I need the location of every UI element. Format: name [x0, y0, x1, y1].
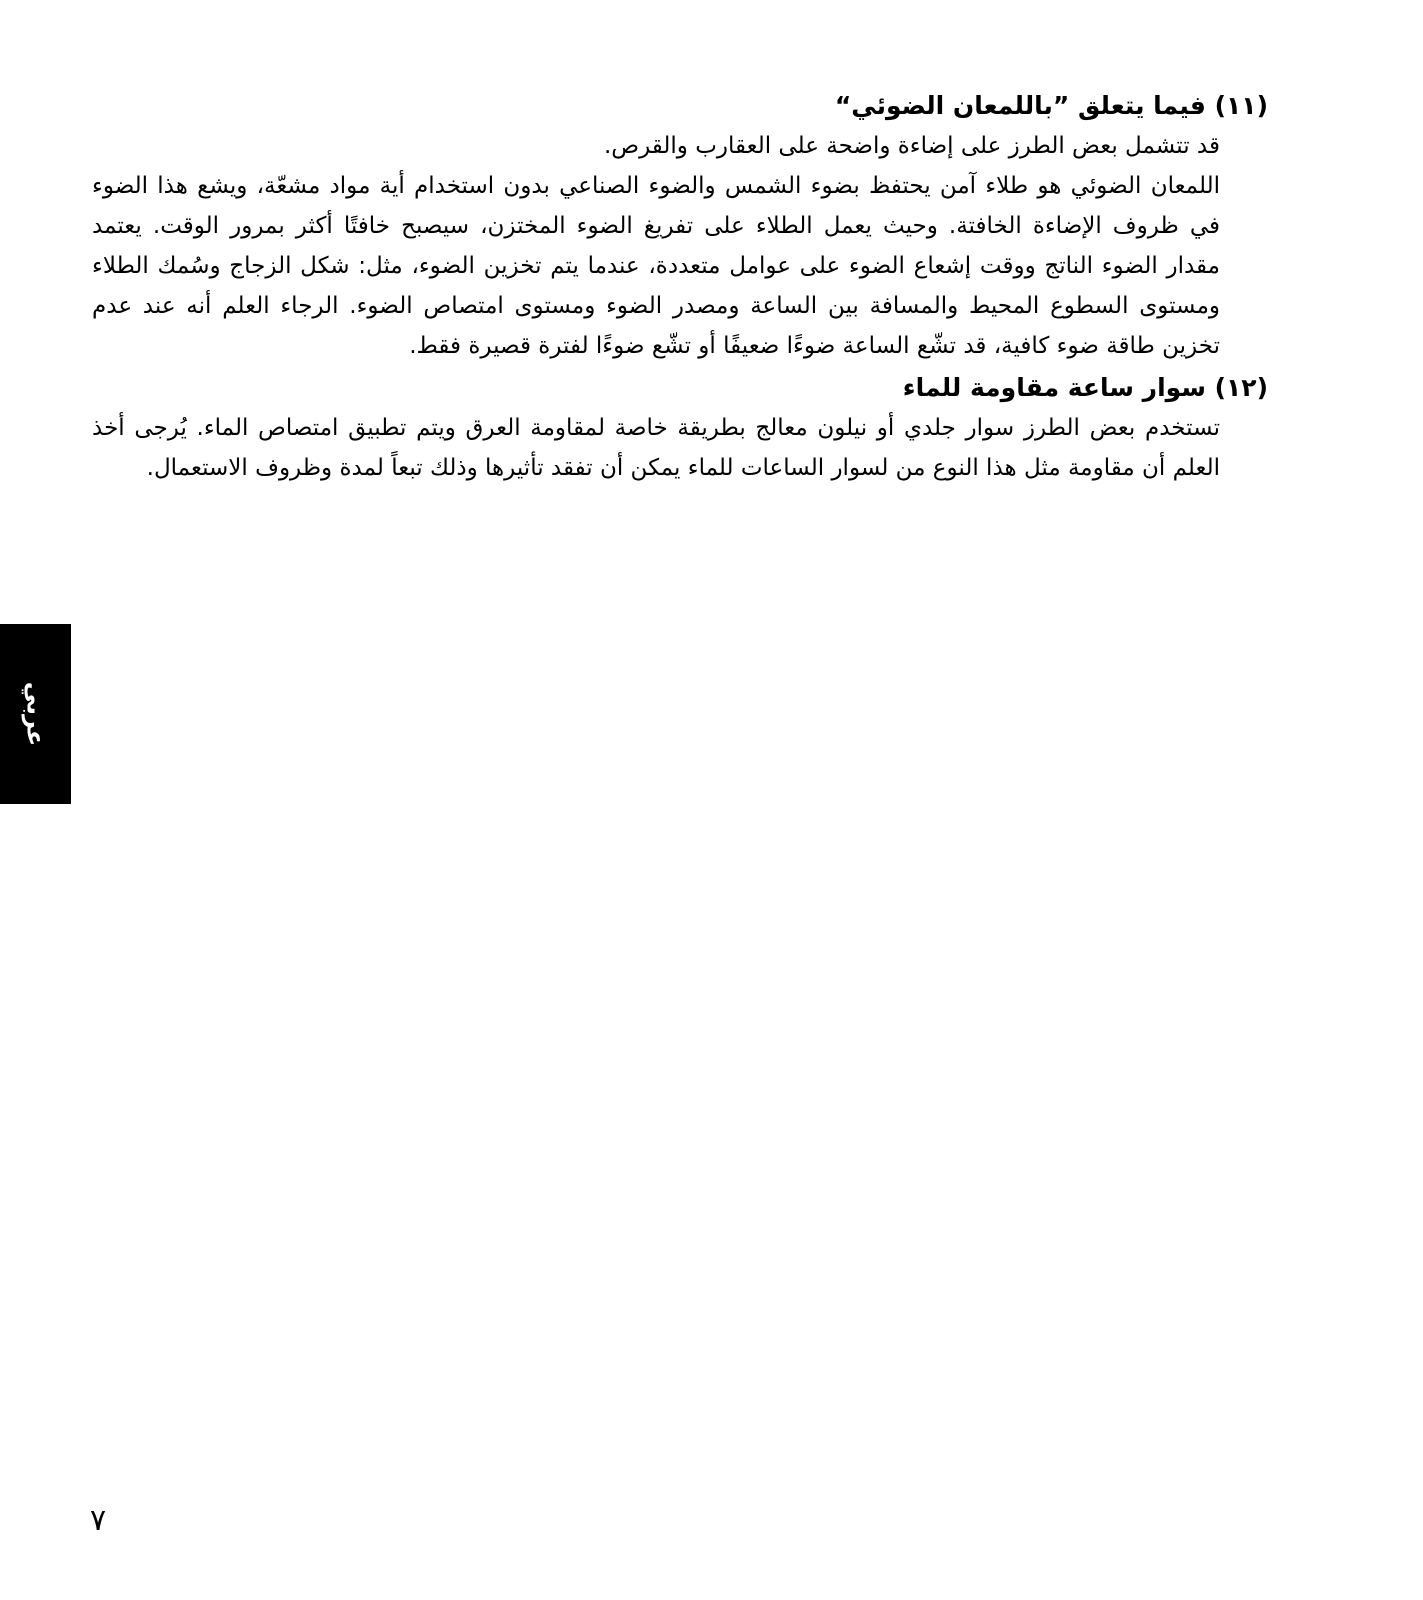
section-11-luminous — [92, 86, 1268, 366]
language-side-tab — [0, 624, 71, 804]
section-12-heading: (١٢) سوار ساعة مقاومة للماء — [902, 373, 1268, 402]
section-11-body — [92, 126, 1220, 366]
section-12-paragraph-1: تستخدم بعض الطرز سوار جلدي أو نيلون معالج بطريقة خاصة لمقاومة العرق ويتم تطبيق امتصاص الماء. يُرجى أخذ العلم أن مقاومة مثل هذا النوع من لسوار الساعات للماء يمكن أن تفقد تأثيرها وذلك تبعاً لمدة وظروف الاستعمال. — [92, 415, 1220, 481]
section-11-paragraph-2: اللمعان الضوئي هو طلاء آمن يحتفظ بضوء الشمس والضوء الصناعي بدون استخدام أية مواد مشعّة، ويشع هذا الضوء في ظروف الإضاءة الخافتة. وحيث يعمل الطلاء على تفريغ الضوء المختزن، سيصبح خافتًا أكثر بمرور الوقت. يعتمد مقدار الضوء الناتج ووقت إشعاع الضوء على عوامل متعددة، عندما يتم تخزين الضوء، مثل: شكل الزجاج وسُمك الطلاء ومستوى السطوع المحيط والمسافة بين الساعة ومصدر الضوء ومستوى امتصاص الضوء. الرجاء العلم أنه عند عدم تخزين طاقة ضوء كافية، قد تشّع الساعة ضوءًا ضعيفًا أو تشّع ضوءًا لفترة قصيرة فقط. — [92, 173, 1220, 359]
section-11-paragraph-1: قد تتشمل بعض الطرز على إضاءة واضحة على العقارب والقرص. — [603, 133, 1220, 159]
page-content — [92, 86, 1268, 488]
section-12-water-resistant-band — [92, 368, 1268, 488]
section-11-heading: (١١) فيما يتعلق ”باللمعان الضوئي“ — [834, 91, 1268, 120]
page-number: ٧ — [90, 1503, 107, 1538]
language-tab-label: عربي — [21, 681, 50, 747]
section-12-body — [92, 408, 1220, 488]
